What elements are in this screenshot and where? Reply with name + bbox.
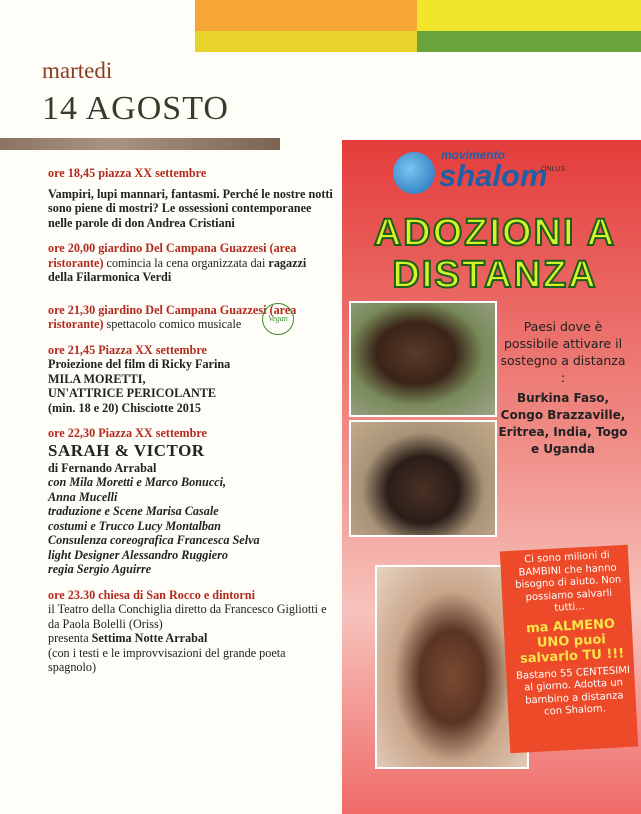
event-line: con Mila Moretti e Marco Bonucci, xyxy=(48,475,227,489)
event-time: ore 20,00 giardino Del Campana Guazzesi (area ristorante) xyxy=(48,241,297,270)
event-performer: ragazzi della Filarmonica Verdi xyxy=(48,255,307,284)
decorative-strip-green xyxy=(417,0,641,52)
appeal-text xyxy=(508,549,634,720)
countries-intro: Paesi dove è possibile attivare il sostegno a distanza : xyxy=(500,319,626,385)
ad-title-line2: DISTANZA xyxy=(392,254,598,296)
decorative-strip-orange xyxy=(195,0,417,52)
countries-list: Burkina Faso, Congo Brazzaville, Eritrea, India, Togo e Uganda xyxy=(498,391,628,456)
event-note: (con i testi e le improvvisazioni del grande poeta spagnolo) xyxy=(48,645,286,674)
event-line: (min. 18 e 20) Chisciotte 2015 xyxy=(48,400,201,415)
event-line: light Designer Alessandro Ruggiero xyxy=(48,547,229,562)
event-line: UN'ATTRICE PERICOLANTE xyxy=(48,386,217,400)
event-line: costumi e Trucco Lucy Montalban xyxy=(48,518,221,533)
event-line: di Fernando Arrabal xyxy=(48,460,157,475)
shalom-logo xyxy=(393,146,593,198)
event-time: ore 23.30 chiesa di San Rocco e dintorni xyxy=(48,587,255,602)
event-line: Anna Mucelli xyxy=(48,489,118,504)
event-title: Settima Notte Arrabal xyxy=(91,631,208,645)
event-time: ore 22,30 Piazza XX settembre xyxy=(48,426,207,440)
event-item xyxy=(48,166,333,230)
event-description: il Teatro della Conchiglia diretto da Francesco Gigliotti e da Paola Bolelli (Oriss) xyxy=(48,602,327,631)
event-description: spettacolo comico musicale xyxy=(106,317,242,331)
appeal-line2: ma ALMENO UNO puoi salvarlo TU !!! xyxy=(519,616,625,667)
event-item xyxy=(48,426,333,577)
event-list xyxy=(48,166,333,686)
event-line: Proiezione del film di Ricky Farina xyxy=(48,357,231,371)
ad-title xyxy=(350,212,640,296)
countries-info xyxy=(497,318,629,458)
logo-onlus: ONLUS xyxy=(541,166,566,173)
weekday: martedi xyxy=(42,58,113,83)
event-line: MILA MORETTI, xyxy=(48,371,146,386)
event-item xyxy=(48,343,333,416)
event-item xyxy=(48,241,333,285)
event-time: ore 21,30 giardino Del Campana Guazzesi (area ristorante) xyxy=(48,302,297,331)
child-photo-2 xyxy=(349,420,497,537)
event-description: Vampiri, lupi mannari, fantasmi. Perché le nostre notti sono piene di mostri? Le ossessioni contemporanee nelle parole di don Andrea Cristiani xyxy=(48,186,333,230)
event-time: ore 21,45 Piazza XX settembre xyxy=(48,342,207,357)
event-time: ore 18,45 piazza XX settembre xyxy=(48,166,207,180)
event-line: Consulenza coreografica Francesca Selva xyxy=(48,533,260,547)
appeal-line1: Ci sono milioni di BAMBINI che hanno bisogno di aiuto. Non possiamo salvarli tutti... xyxy=(514,549,622,614)
event-presents: presenta xyxy=(48,631,89,645)
ad-title-line1: ADOZIONI A xyxy=(373,212,617,254)
event-title: SARAH & VICTOR xyxy=(48,440,205,460)
event-line: regia Sergio Aguirre xyxy=(48,562,152,576)
vegan-logo: Vegan xyxy=(262,303,294,335)
logo-top-text: movimento xyxy=(441,148,506,162)
page-date: 14 AGOSTO xyxy=(42,90,229,127)
event-description: comincia la cena organizzata dai xyxy=(106,255,266,270)
globe-dove-icon xyxy=(393,152,435,194)
event-line: traduzione e Scene Marisa Casale xyxy=(48,504,219,518)
logo-main-text: shalom xyxy=(439,158,548,193)
date-underline xyxy=(0,138,280,150)
child-photo-1 xyxy=(349,301,497,417)
appeal-line3: Bastano 55 CENTESIMI al giorno. Adotta un bambino a distanza con Shalom. xyxy=(515,664,631,718)
event-item xyxy=(48,588,333,675)
